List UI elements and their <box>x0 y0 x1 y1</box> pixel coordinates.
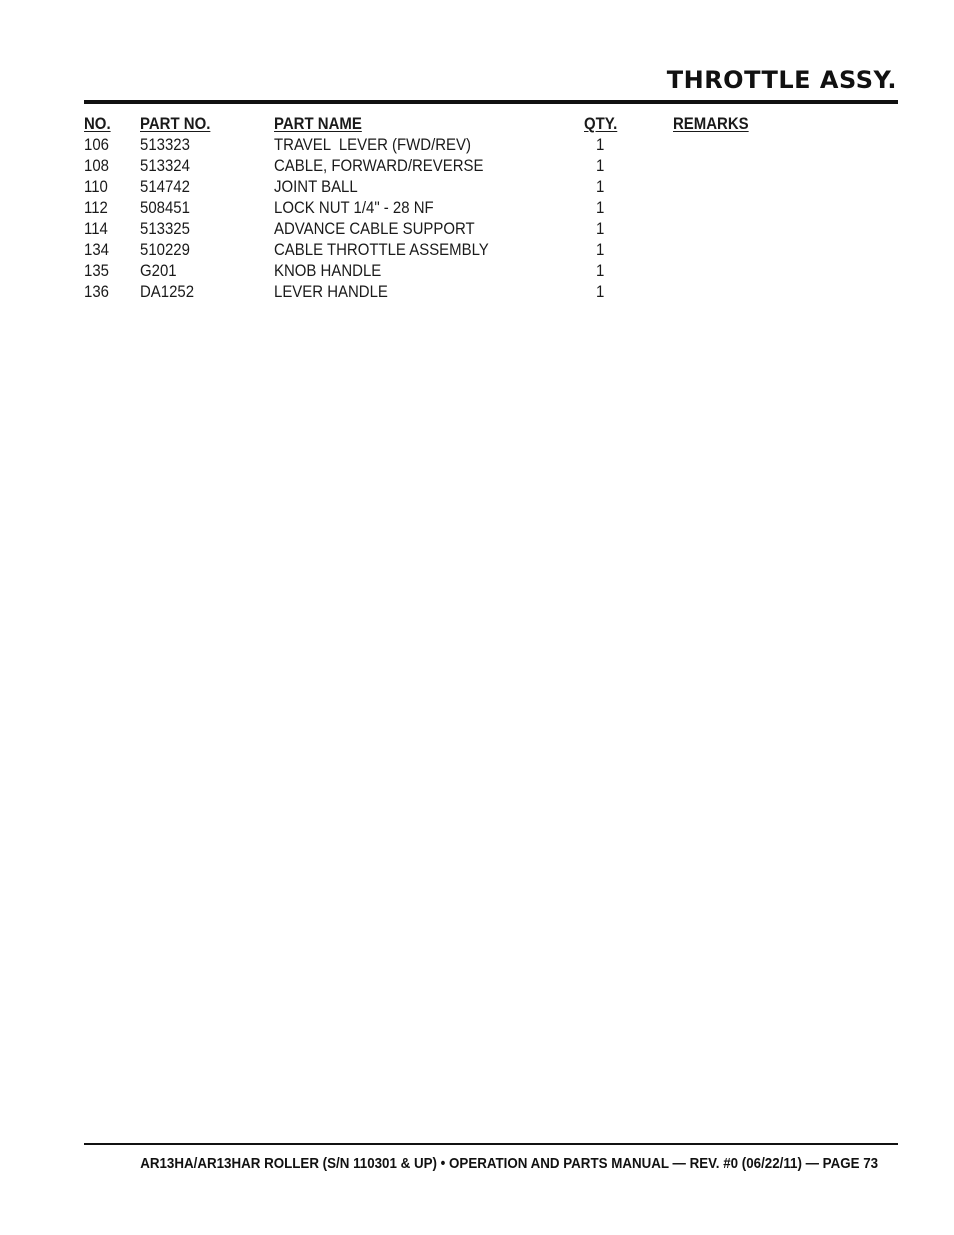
cell-qty: 1 <box>596 198 605 217</box>
header-part-no: PART NO. <box>140 114 211 133</box>
cell-no: 135 <box>84 261 109 280</box>
table-row <box>84 218 898 239</box>
cell-part-no: 513324 <box>140 156 190 175</box>
cell-part-name: JOINT BALL <box>274 177 358 196</box>
cell-no: 108 <box>84 156 109 175</box>
cell-part-no: 514742 <box>140 177 190 196</box>
table-row <box>84 197 898 218</box>
header-no: NO. <box>84 114 111 133</box>
cell-part-no: 513325 <box>140 219 190 238</box>
cell-qty: 1 <box>596 177 605 196</box>
table-row <box>84 239 898 260</box>
page-footer: AR13HA/AR13HAR ROLLER (S/N 110301 & UP) • OPERATION AND PARTS MANUAL — REV. #0 (06/22/11) — PAGE 73 <box>140 1155 878 1172</box>
cell-qty: 1 <box>596 240 605 259</box>
cell-part-no: G201 <box>140 261 177 280</box>
cell-part-no: 513323 <box>140 135 190 154</box>
header-remarks: REMARKS <box>673 114 749 133</box>
cell-part-name: CABLE, FORWARD/REVERSE <box>274 156 484 175</box>
cell-qty: 1 <box>596 135 605 154</box>
title-divider <box>84 100 898 104</box>
cell-qty: 1 <box>596 219 605 238</box>
cell-part-name: LEVER HANDLE <box>274 282 388 301</box>
table-header-row <box>84 113 898 134</box>
cell-qty: 1 <box>596 282 605 301</box>
footer-divider <box>84 1143 898 1145</box>
table-row <box>84 155 898 176</box>
cell-part-name: TRAVEL LEVER (FWD/REV) <box>274 135 472 154</box>
table-row <box>84 134 898 155</box>
table-row <box>84 281 898 302</box>
cell-part-no: 510229 <box>140 240 190 259</box>
cell-no: 110 <box>84 177 108 196</box>
table-row <box>84 260 898 281</box>
header-part-name: PART NAME <box>274 114 362 133</box>
cell-no: 114 <box>84 219 108 238</box>
cell-part-name: CABLE THROTTLE ASSEMBLY <box>274 240 489 259</box>
cell-no: 106 <box>84 135 109 154</box>
table-row <box>84 176 898 197</box>
cell-qty: 1 <box>596 261 605 280</box>
parts-table <box>84 113 898 302</box>
cell-part-name: KNOB HANDLE <box>274 261 382 280</box>
cell-part-no: DA1252 <box>140 282 195 301</box>
cell-part-name: LOCK NUT 1/4" - 28 NF <box>274 198 434 217</box>
cell-no: 134 <box>84 240 109 259</box>
page-title: THROTTLE ASSY. <box>666 66 897 94</box>
cell-no: 112 <box>84 198 108 217</box>
cell-no: 136 <box>84 282 109 301</box>
header-qty: QTY. <box>584 114 618 133</box>
cell-qty: 1 <box>596 156 605 175</box>
cell-part-name: ADVANCE CABLE SUPPORT <box>274 219 475 238</box>
cell-part-no: 508451 <box>140 198 190 217</box>
